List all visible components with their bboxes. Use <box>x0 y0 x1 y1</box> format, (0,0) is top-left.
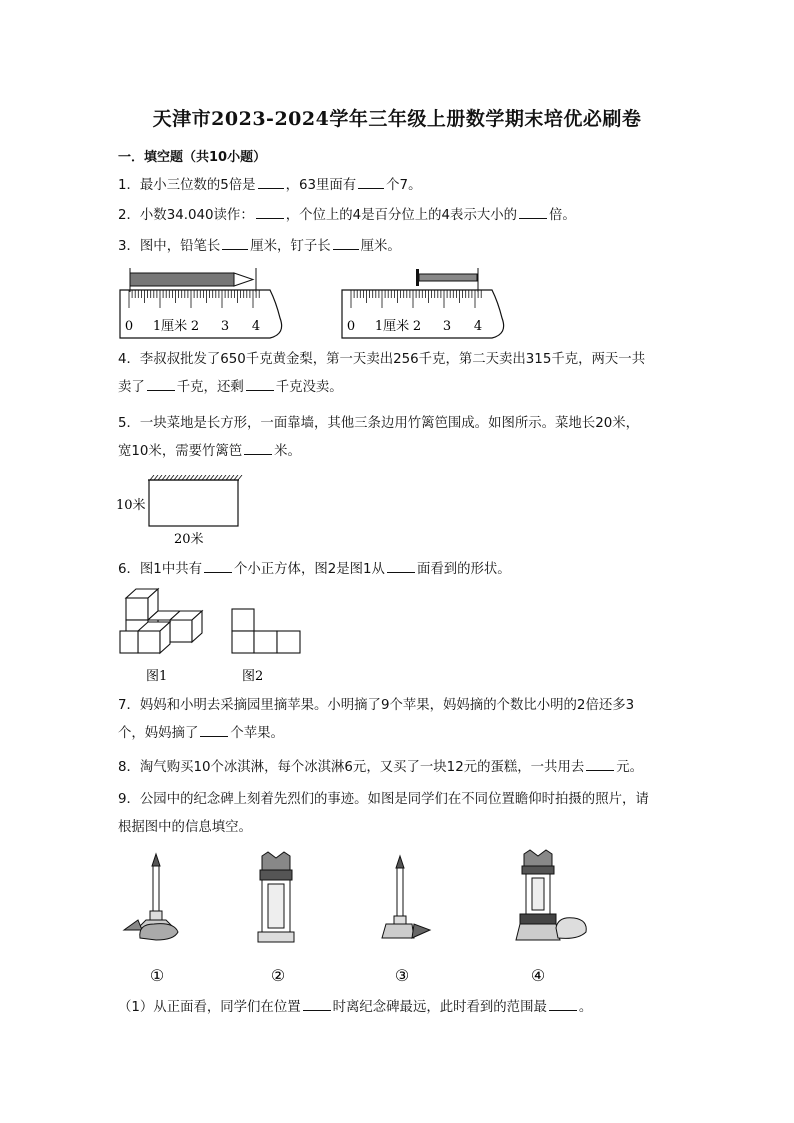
wall-hatch <box>154 475 158 480</box>
wall-hatch <box>210 475 214 480</box>
wall-hatch <box>166 475 170 480</box>
answer-blank[interactable] <box>519 206 547 219</box>
answer-blank[interactable] <box>549 998 577 1011</box>
length-label: 20米 <box>174 532 204 547</box>
wall-hatch <box>162 475 166 480</box>
question-9-part-1: （1）从正面看，同学们在位置 时离纪念碑最远，此时看到的范围最 。 <box>118 1000 593 1015</box>
wall-hatch <box>206 475 210 480</box>
answer-blank[interactable] <box>303 998 331 1011</box>
svg-text:②: ② <box>270 966 286 985</box>
question-9: 9．公园中的纪念碑上刻着先烈们的事迹。如图是同学们在不同位置瞻仰时拍摄的照片，请 根据图中的信息填空。 <box>118 792 649 835</box>
monument-photo-3 <box>382 856 430 938</box>
svg-text:4: 4 <box>473 319 483 334</box>
answer-blank[interactable] <box>256 206 284 219</box>
question-7: 7．妈妈和小明去采摘园里摘苹果。小明摘了9个苹果，妈妈摘的个数比小明的2倍还多3 个，妈妈摘了 个苹果。 <box>118 698 635 741</box>
answer-blank[interactable] <box>358 176 384 189</box>
svg-text:0: 0 <box>346 319 356 334</box>
section-heading: 一．填空题（共10小题） <box>118 150 267 165</box>
monument-photo-2 <box>258 852 294 942</box>
nail-icon <box>416 268 478 292</box>
svg-text:2: 2 <box>190 319 200 334</box>
answer-blank[interactable] <box>333 237 359 250</box>
pencil-icon <box>130 268 256 292</box>
answer-blank[interactable] <box>204 560 232 573</box>
garden-diagram <box>112 475 252 547</box>
svg-text:①: ① <box>149 966 165 985</box>
garden-rectangle <box>149 480 238 526</box>
wall-hatch <box>230 475 234 480</box>
answer-blank[interactable] <box>222 237 248 250</box>
svg-text:③: ③ <box>394 966 410 985</box>
answer-blank[interactable] <box>147 378 175 391</box>
question-1: 1．最小三位数的5倍是 ，63里面有 个7。 <box>118 178 422 193</box>
answer-blank[interactable] <box>200 724 228 737</box>
wall-hatch <box>202 475 206 480</box>
wall-hatch <box>178 475 182 480</box>
answer-blank[interactable] <box>244 442 272 455</box>
wall-hatch <box>194 475 198 480</box>
svg-text:④: ④ <box>530 966 546 985</box>
page-title: 天津市2023-2024学年三年级上册数学期末培优必刷卷 <box>152 108 642 130</box>
wall-hatch <box>218 475 222 480</box>
question-6: 6．图1中共有 个小正方体，图2是图1从 面看到的形状。 <box>118 562 511 577</box>
answer-blank[interactable] <box>387 560 415 573</box>
svg-text:0: 0 <box>124 319 134 334</box>
answer-blank[interactable] <box>246 378 274 391</box>
question-8: 8．淘气购买10个冰淇淋，每个冰淇淋6元，又买了一块12元的蛋糕，一共用去 元。 <box>118 760 644 775</box>
question-5: 5．一块菜地是长方形，一面靠墙，其他三条边用竹篱笆围成。如图所示。菜地长20米， 宽10米，需要竹篱笆 米。 <box>118 416 640 459</box>
svg-text:2: 2 <box>412 319 422 334</box>
wall-hatch <box>190 475 194 480</box>
wall-hatch <box>222 475 226 480</box>
ruler-figures <box>110 262 530 342</box>
answer-blank[interactable] <box>258 176 284 189</box>
svg-text:4: 4 <box>251 319 261 334</box>
wall-hatch <box>198 475 202 480</box>
wall-hatch <box>186 475 190 480</box>
figure-2-caption: 图2 <box>242 669 264 684</box>
question-3: 3．图中，铅笔长 厘米，钉子长 厘米。 <box>118 239 401 254</box>
wall-hatch <box>170 475 174 480</box>
figure-1-caption: 图1 <box>146 669 168 684</box>
nail-ruler <box>342 268 504 338</box>
wall-hatch <box>150 475 154 480</box>
width-label: 10米 <box>116 498 146 513</box>
svg-text:1厘米: 1厘米 <box>374 319 410 334</box>
monument-photo-1 <box>124 854 178 940</box>
wall-hatch <box>214 475 218 480</box>
pencil-ruler <box>120 268 282 338</box>
question-4: 4．李叔叔批发了650千克黄金梨，第一天卖出256千克，第二天卖出315千克，两天一共 卖了 千克，还剩 千克没卖。 <box>118 352 646 395</box>
wall-hatch <box>238 475 242 480</box>
monument-photo-4 <box>516 850 586 940</box>
figure-1-cubes <box>120 589 202 653</box>
wall-hatch <box>226 475 230 480</box>
monument-photos <box>112 848 612 993</box>
wall-hatch <box>158 475 162 480</box>
svg-text:1厘米: 1厘米 <box>152 319 188 334</box>
figure-2-view <box>232 609 300 653</box>
wall-hatch <box>182 475 186 480</box>
cube-figures <box>112 586 312 686</box>
question-2: 2．小数34.040读作： ，个位上的4是百分位上的4表示大小的 倍。 <box>118 208 576 223</box>
wall-hatch <box>174 475 178 480</box>
wall-hatch <box>234 475 238 480</box>
answer-blank[interactable] <box>586 758 614 771</box>
svg-text:3: 3 <box>442 319 452 334</box>
svg-text:3: 3 <box>220 319 230 334</box>
